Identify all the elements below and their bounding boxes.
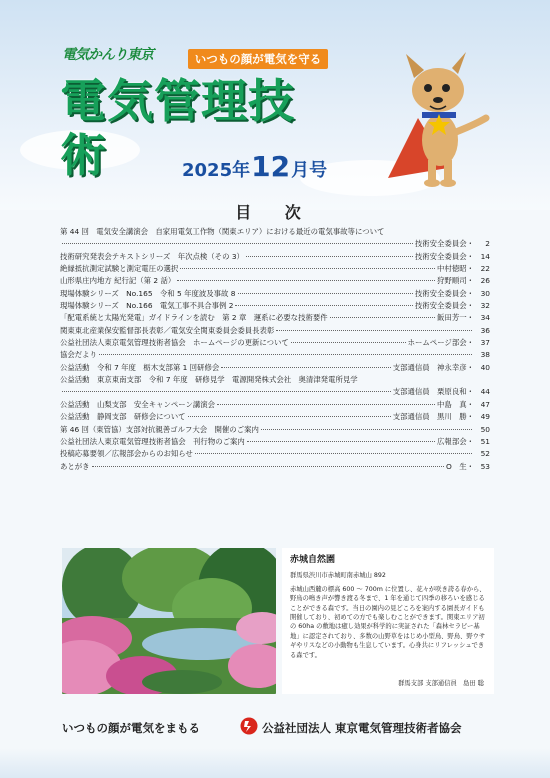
toc-author: 支部通信員 神永幸彦・ xyxy=(392,362,474,372)
footer xyxy=(0,712,550,742)
garden-photo xyxy=(62,548,276,694)
toc-page-number: 34 xyxy=(480,313,490,323)
toc-row xyxy=(60,349,490,361)
toc-row xyxy=(60,448,490,460)
toc-title: 公益活動 令和 7 年度 栃木支部第 1 回研修会 xyxy=(60,362,220,372)
logo-text: 電気かんり東京 xyxy=(62,47,153,63)
toc-leader-dots xyxy=(92,466,444,467)
toc-title: 絶縁抵抗測定試験と測定電圧の選択 xyxy=(60,264,179,274)
toc-page-number: 53 xyxy=(480,461,490,471)
footer-slogan: いつもの顔が電気をまもる xyxy=(62,721,200,735)
toc-page-number: 50 xyxy=(480,424,490,434)
toc-title: 「配電系統と太陽光発電」ガイドラインを読む 第 2 章 運系に必要な技術要件 xyxy=(60,313,328,323)
toc-title: 第 46 回（東管協）支部対抗親善ゴルフ大会 開催のご案内 xyxy=(60,424,259,434)
toc-page-number: 40 xyxy=(480,362,490,372)
toc-leader-dots xyxy=(276,330,472,331)
caption-title: 赤城自然園 xyxy=(290,555,336,565)
caption-location: 群馬県渋川市赤城町南赤城山 892 xyxy=(290,572,386,580)
tagline-badge: いつもの顔が電気を守る xyxy=(188,49,328,69)
magazine-title: 電気管理技術 xyxy=(60,74,295,182)
toc-author: 狩野順司・ xyxy=(437,276,474,286)
toc-title: 現場体験シリーズ No.165 令和 5 年度波及事故 8 xyxy=(60,288,236,298)
toc-title: 公益社団法人東京電気管理技術者協会 ホームページの更新について xyxy=(60,338,289,348)
caption-credit: 群馬支部 支部通信員 島田 聡 xyxy=(398,679,484,687)
toc-leader-dots xyxy=(221,367,390,368)
toc-leader-dots xyxy=(177,280,435,281)
footer-org-name: 公益社団法人 東京電気管理技術者協会 xyxy=(262,721,462,735)
toc-row xyxy=(60,288,490,300)
toc-row xyxy=(60,399,490,411)
toc-author: 技術安全委員会・ xyxy=(414,239,474,249)
toc-title: 技術研究発表会テキストシリーズ 年次点検（その 3） xyxy=(60,251,244,261)
toc-row xyxy=(60,226,490,238)
toc-row xyxy=(60,251,490,263)
toc-title: 公益活動 静岡支部 研修会について xyxy=(60,412,186,422)
toc-leader-dots xyxy=(291,342,406,343)
dog-mascot-icon xyxy=(378,48,498,188)
toc-leader-dots xyxy=(330,317,435,318)
association-logo-icon xyxy=(240,717,258,735)
toc-page-number: 51 xyxy=(480,436,490,446)
table-of-contents xyxy=(60,226,490,473)
toc-title: あとがき xyxy=(60,461,90,471)
toc-page-number: 38 xyxy=(480,350,490,360)
toc-title: 公益活動 東京東南支部 令和 7 年度 研修見学 電源開発株式会社 奥清津発電所見学 xyxy=(60,375,358,385)
toc-title: 協会だより xyxy=(60,350,97,360)
toc-page-number: 30 xyxy=(480,288,490,298)
toc-author: 技術安全委員会・ xyxy=(414,288,474,298)
toc-page-number: 44 xyxy=(480,387,490,397)
toc-author: 支部通信員 栗原良和・ xyxy=(392,387,474,397)
issue-month: 12 xyxy=(251,150,291,183)
toc-row xyxy=(60,325,490,337)
toc-leader-dots xyxy=(235,305,412,306)
toc-title: 投稿応募要領／広報部会からのお知らせ xyxy=(60,449,193,459)
toc-row xyxy=(60,300,490,312)
toc-author: 中村徳昭・ xyxy=(437,264,474,274)
issue-suffix: 月号 xyxy=(291,160,328,181)
toc-author: 飯田芳一・ xyxy=(437,313,474,323)
toc-title: 公益社団法人東京電気管理技術者協会 刊行物のご案内 xyxy=(60,436,245,446)
toc-page-number: 47 xyxy=(480,399,490,409)
photo-caption xyxy=(282,548,494,694)
issue-year: 2025年 xyxy=(182,160,251,181)
toc-page-number: 32 xyxy=(480,301,490,311)
toc-page-number: 36 xyxy=(480,325,490,335)
toc-page-number: 2 xyxy=(485,239,490,249)
toc-leader-dots xyxy=(247,441,435,442)
garden-photo-image xyxy=(62,548,276,694)
toc-title: 関東東北産業保安監督部長表彰／電気安全関東委員会委員長表彰 xyxy=(60,325,275,335)
toc-row xyxy=(60,386,490,398)
toc-author: 広報部会・ xyxy=(437,436,474,446)
toc-row xyxy=(60,263,490,275)
toc-row xyxy=(60,424,490,436)
toc-author: 技術安全委員会・ xyxy=(414,251,474,261)
toc-row xyxy=(60,461,490,473)
caption-body: 赤城山西麓の標高 600 ～ 700m に位置し、花々が咲き誇る春から、野鳥の鳴き声が響き渡る冬まで、1 年を通じて四季の移ろいを感じることができる森です。当日の園内の見どころを案内する園長ガイドも開催しており、初めての方でも楽しむことができます。関東エリア初の 60ha の敷地は癒し効果が科学的に実証された「森林セラピー基地」に認定されており、多数の山野草をはじめ小型鳥、野鳥、野ウサギやリスなどの小動物も生息しています。心身共にリフレッシュできる森です。 xyxy=(290,585,486,659)
toc-row xyxy=(60,411,490,423)
toc-leader-dots xyxy=(261,429,472,430)
toc-leader-dots xyxy=(238,293,413,294)
toc-page-number: 37 xyxy=(480,338,490,348)
toc-row xyxy=(60,238,490,250)
toc-leader-dots xyxy=(217,404,435,405)
issue-date xyxy=(182,150,382,182)
toc-page-number: 14 xyxy=(480,251,490,261)
toc-leader-dots xyxy=(195,453,472,454)
toc-page-number: 26 xyxy=(480,276,490,286)
toc-page-number: 49 xyxy=(480,412,490,422)
toc-title: 現場体験シリーズ No.166 電気工事不具合事例 2 xyxy=(60,301,234,311)
toc-author: O 生・ xyxy=(446,461,474,471)
bottom-band xyxy=(0,748,550,778)
toc-title: 山形県庄内地方 紀行記（第 2 話） xyxy=(60,276,176,286)
toc-title: 第 44 回 電気安全講演会 自家用電気工作物（関東エリア）における最近の電気事故等について xyxy=(60,227,385,236)
toc-author: ホームページ部会・ xyxy=(407,338,474,348)
toc-leader-dots xyxy=(62,391,391,392)
toc-author: 技術安全委員会・ xyxy=(414,301,474,311)
toc-row xyxy=(60,275,490,287)
toc-row xyxy=(60,362,490,374)
toc-leader-dots xyxy=(188,416,391,417)
toc-author: 中島 真・ xyxy=(437,399,474,409)
toc-row xyxy=(60,337,490,349)
toc-heading: 目 次 xyxy=(235,203,315,222)
toc-leader-dots xyxy=(99,354,472,355)
toc-author: 支部通信員 黒川 勝・ xyxy=(392,412,474,422)
toc-row xyxy=(60,374,490,386)
toc-title: 公益活動 山梨支部 安全キャンペーン講演会 xyxy=(60,399,216,409)
toc-leader-dots xyxy=(180,268,435,269)
toc-page-number: 52 xyxy=(480,449,490,459)
toc-leader-dots xyxy=(246,256,413,257)
toc-row xyxy=(60,312,490,324)
toc-leader-dots xyxy=(62,243,413,244)
toc-row xyxy=(60,436,490,448)
toc-page-number: 22 xyxy=(480,264,490,274)
